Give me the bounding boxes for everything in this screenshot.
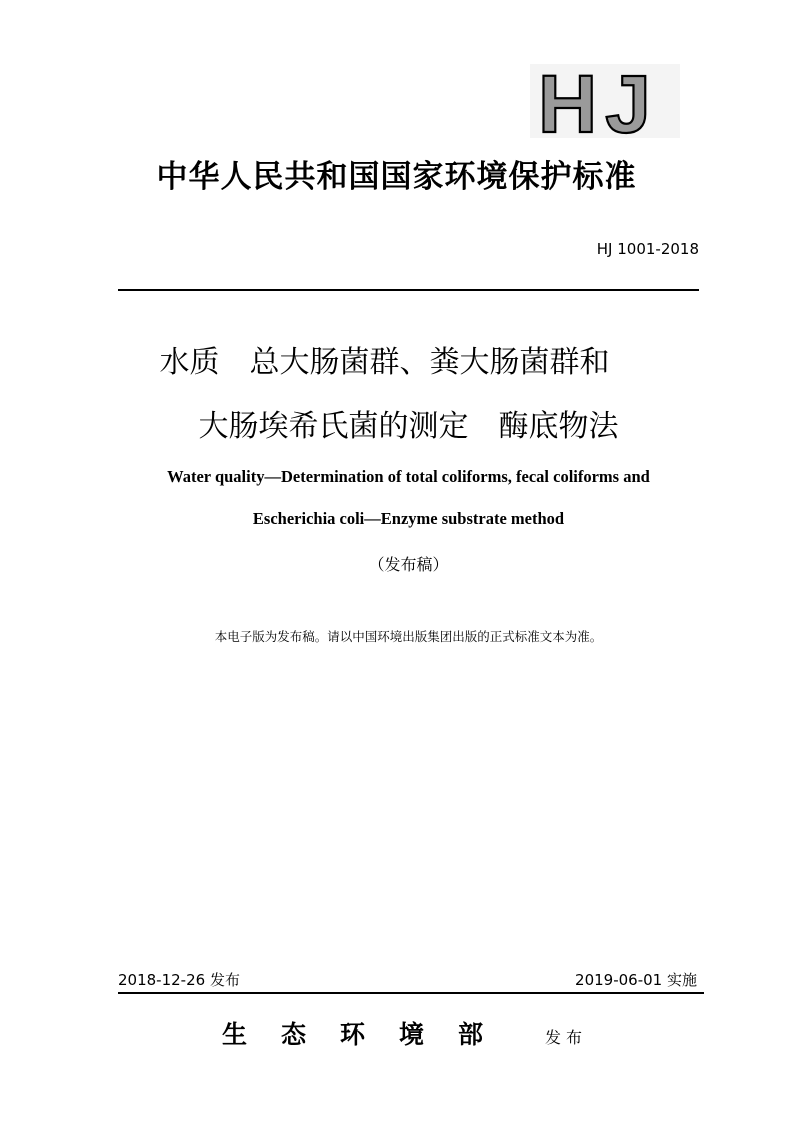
top-divider [118, 289, 699, 291]
svg-text:HJ: HJ [538, 64, 659, 138]
chinese-title-line-2: 大肠埃希氏菌的测定 酶底物法 [198, 409, 619, 444]
english-title-line-1: Water quality—Determination of total coliforms, fecal coliforms and [167, 467, 650, 486]
publish-date: 2018-12-26 发布 [118, 971, 240, 989]
draft-label: （发布稿） [368, 555, 449, 574]
electronic-version-notice: 本电子版为发布稿。请以中国环境出版集团出版的正式标准文本为准。 [214, 629, 603, 644]
issued-label: 发布 [545, 1028, 588, 1047]
standard-body-title: 中华人民共和国国家环境保护标准 [156, 159, 637, 195]
english-title-line-2: Escherichia coli—Enzyme substrate method [252, 509, 565, 528]
chinese-title-line-1: 水质 总大肠菌群、粪大肠菌群和 [159, 345, 610, 380]
implement-date: 2019-06-01 实施 [575, 971, 697, 989]
standard-code: HJ 1001-2018 [596, 240, 699, 258]
issuing-authority: 生态环境部 [222, 1020, 518, 1049]
bottom-divider [118, 992, 704, 994]
hj-logo [530, 64, 680, 138]
